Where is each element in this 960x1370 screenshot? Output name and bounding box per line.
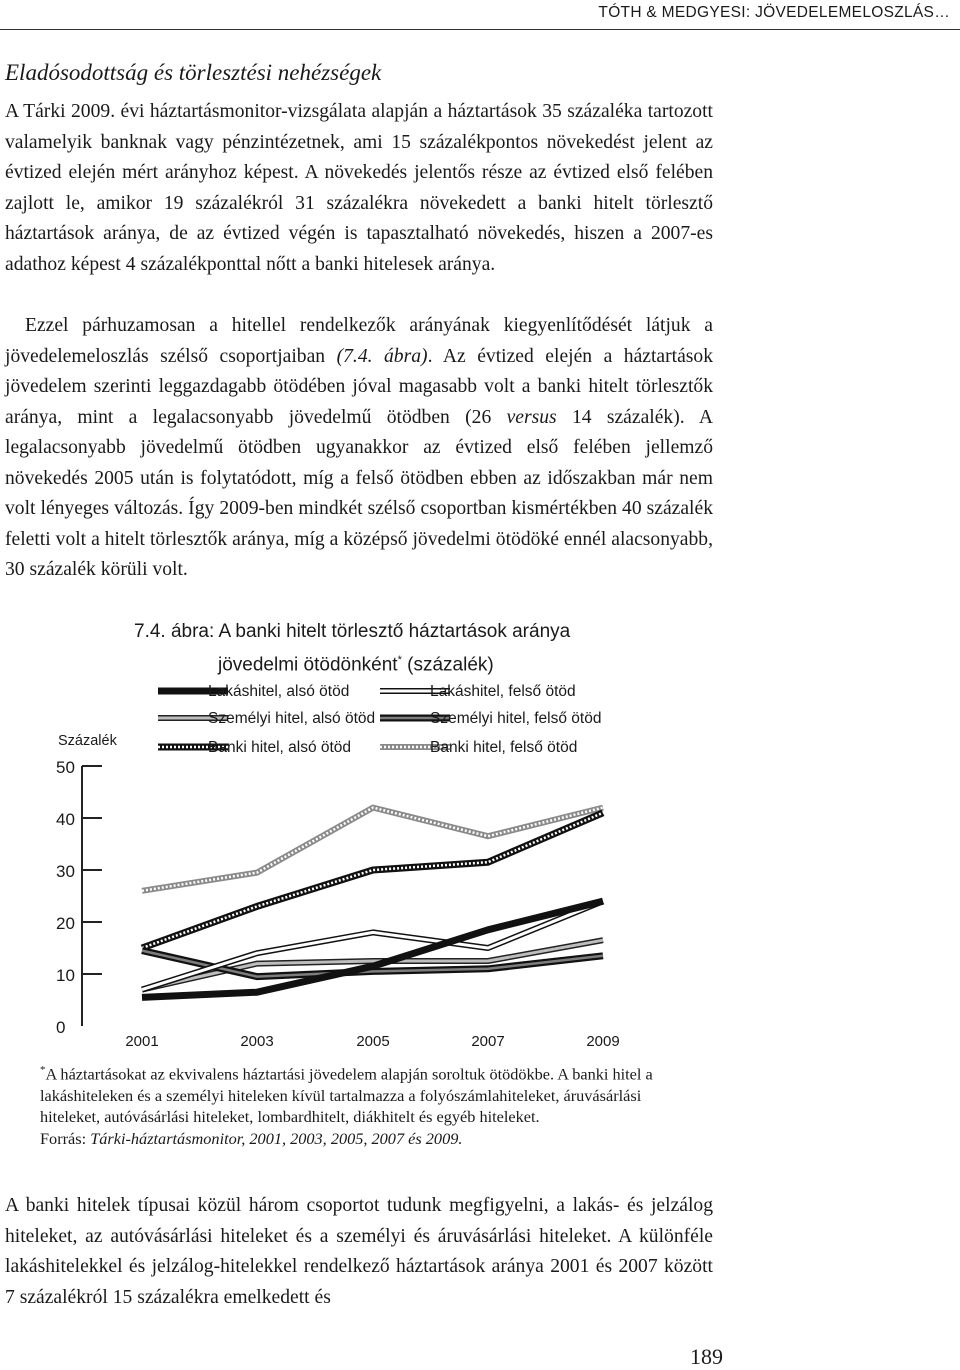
series-line: [142, 808, 603, 891]
paragraph-3: A banki hitelek típusai közül három csoportot tudunk megfigyelni, a lakás- és jelzálog hiteleket, az autóvásárlási hiteleket és a személyi és áruvásárlási hiteleket. A különféle lakáshitelekkel és jelzálog-hitelekkel rendelkező háztartások aránya 2001 és 2007 között 7 százalékról 15 százalékra emelkedett és: [5, 1195, 713, 1308]
paragraph-2: [5, 311, 713, 586]
footnote: [40, 1060, 700, 1128]
series-line: [142, 901, 603, 997]
chart-legend: [158, 683, 601, 756]
footnote-mark: *: [40, 1064, 46, 1076]
source-text: Tárki-háztartásmonitor, 2001, 2003, 2005, 2007 és 2009.: [90, 1128, 463, 1148]
legend-label: Személyi hitel, alsó ötöd: [208, 710, 376, 727]
source-label: Forrás:: [40, 1128, 91, 1148]
figure-reference: (7.4. ábra): [336, 345, 428, 367]
y-axis-title: Százalék: [58, 733, 117, 749]
x-tick-label: 2007: [471, 1033, 505, 1050]
header-rule: [0, 29, 960, 30]
x-tick-label: 2003: [240, 1033, 274, 1050]
x-tick-label: 2001: [125, 1033, 159, 1050]
figure-title-footnote-mark: *: [397, 654, 402, 666]
figure-title-line-1: 7.4. ábra: A banki hitelt törlesztő háztartások aránya: [134, 621, 571, 642]
figure-source: [40, 1128, 700, 1150]
paragraph-1: A Tárki 2009. évi háztartásmonitor-vizsgálata alapján a háztartások 35 százaléka tartozott valamelyik banknak vagy pénzintézetnek, ami 15 százalékpontos növekedést jelent az évtized elején mért arányhoz képest. A növekedés jelentős része az évtized első felében zajlott le, amikor 19 százalékról 31 százalékra növekedett a banki hitelt törlesztő háztartások aránya, de az évtized végén is tapasztalható növekedés, hiszen a 2007-es adathoz képest 4 százalékponttal nőtt a banki hitelesek aránya.: [5, 101, 713, 275]
y-tick-label: 0: [56, 1018, 66, 1037]
y-tick-label: 10: [56, 966, 75, 985]
y-tick-label: 50: [56, 758, 75, 777]
legend-label: Személyi hitel, felső ötöd: [430, 710, 602, 727]
legend-label: Banki hitel, felső ötöd: [430, 739, 578, 756]
figure-title-line-2-b: (százalék): [401, 654, 494, 676]
legend-label: Lakáshitel, felső ötöd: [430, 683, 576, 700]
legend-label: Banki hitel, alsó ötöd: [208, 739, 352, 756]
running-header-text: TÓTH & MEDGYESI: JÖVEDELEMELOSZLÁS…: [598, 4, 950, 21]
y-tick-label: 40: [56, 810, 75, 829]
legend-label: Lakáshitel, alsó ötöd: [208, 683, 350, 700]
x-tick-label: 2005: [356, 1033, 390, 1050]
section-title: Eladósodottság és törlesztési nehézségek: [5, 60, 382, 85]
paragraph-2-text-b: . Az évtized elején a háztartások jövedelem szerinti leggazdagabb ötödében jóval magasabb volt a banki hitelt törlesztők aránya, mint a legalacsonyabb jövedelmű ötödben (26: [5, 345, 713, 428]
x-tick-label: 2009: [586, 1033, 620, 1050]
paragraph-2-text-c: 14 százalék). A legalacsonyabb jövedelmű ötödben ugyanakkor az évtized első felében jellemző növekedés 2005 után is folytatódott, míg a felső ötödben ebben az időszakban már nem volt lényeges változás. Így 2009-ben mindkét szélső csoportban kismértékben 40 százalék feletti volt a hitelt törlesztők aránya, míg a középső jövedelmi ötödöké ennél alacsonyabb, 30 százalék körüli volt.: [5, 406, 713, 580]
chart-axes: [56, 733, 620, 1050]
running-header: [0, 0, 960, 40]
footnote-text: A háztartásokat az ekvivalens háztartási jövedelem alapján soroltuk ötödökbe. A banki hitel a lakáshiteleken és a személyi hiteleken kívül tartalmazza a folyószámlahiteleket, áruvásárlási hiteleket, autóvásárlási hiteleket, lombardhitelt, diákhitelt és egyéb hiteleket.: [40, 1064, 653, 1127]
line-chart: [0, 670, 720, 1055]
figure-notes: [40, 1060, 700, 1149]
versus-word: versus: [506, 406, 557, 428]
paragraph-2-text-a: Ezzel párhuzamosan a hitellel rendelkezők arányának kiegyenlítődését látjuk a jövedelemeloszlás szélső csoportjaiban: [5, 315, 713, 367]
y-tick-label: 30: [56, 862, 75, 881]
figure-title-line-2-a: jövedelmi ötödönként: [218, 654, 398, 676]
page-number: 189: [690, 1344, 723, 1369]
series-stroke: [142, 901, 603, 997]
chart-lines: [142, 808, 603, 998]
series-stroke-outer: [142, 808, 603, 891]
y-tick-label: 20: [56, 914, 75, 933]
